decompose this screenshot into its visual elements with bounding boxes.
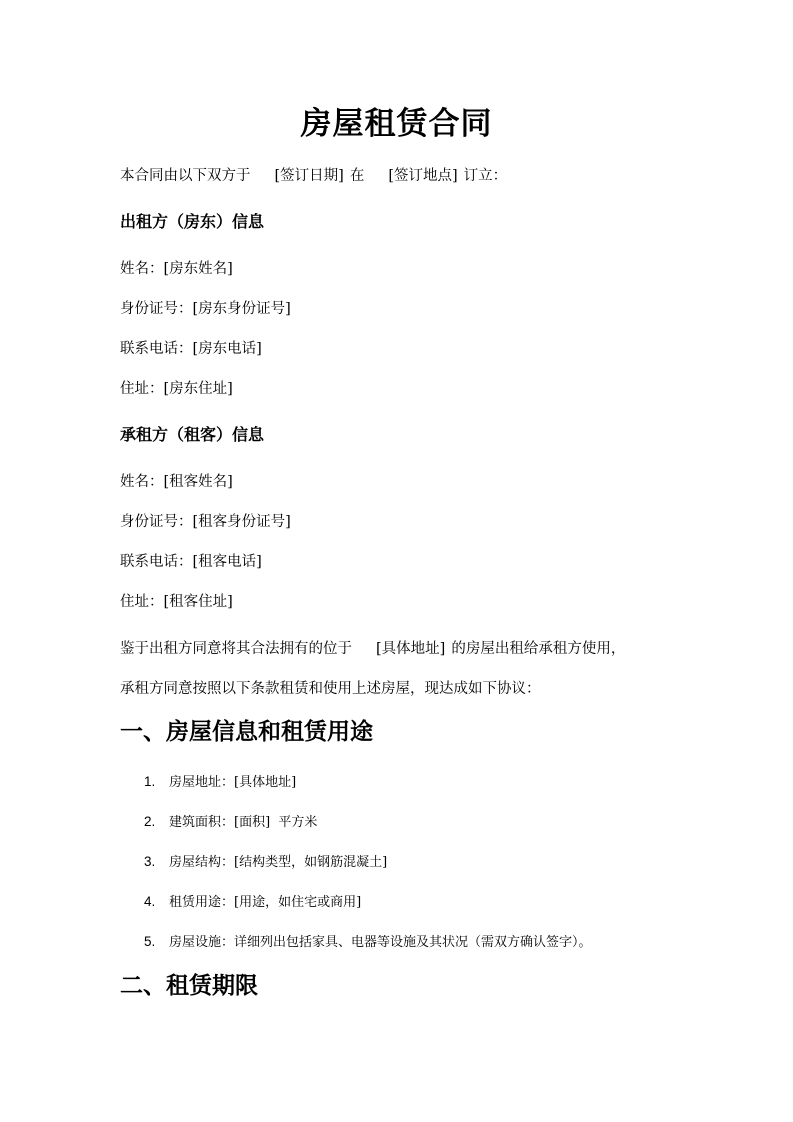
section-2-heading: 二、租赁期限 xyxy=(120,972,258,999)
intro-at: 在 xyxy=(349,168,365,184)
list-item xyxy=(144,852,387,873)
intro-sign-date: [签订日期] xyxy=(274,168,344,184)
lessor-heading: 出租方（房东）信息 xyxy=(120,212,265,231)
list-item-text: 房屋设施：详细列出包括家具、电器等设施及其状况（需双方确认签字）。 xyxy=(169,935,592,950)
list-item-text: 租赁用途：[用途，如住宅或商用] xyxy=(169,895,362,910)
lessor-phone: 联系电话：[房东电话] xyxy=(120,341,262,357)
lessee-address: 住址：[租客住址] xyxy=(120,594,233,610)
section-1-heading: 一、房屋信息和租赁用途 xyxy=(120,718,373,745)
preamble-address: [具体地址] xyxy=(376,641,446,657)
intro-line xyxy=(120,166,507,186)
list-item xyxy=(144,932,592,953)
list-item-number: 4. xyxy=(144,894,156,909)
lessee-heading: 承租方（租客）信息 xyxy=(120,425,265,444)
preamble-line-1 xyxy=(120,639,625,659)
list-item-number: 3. xyxy=(144,854,156,869)
lessee-name: 姓名：[租客姓名] xyxy=(120,474,233,490)
intro-sign-place: [签订地点] xyxy=(388,168,458,184)
list-item-number: 1. xyxy=(144,774,156,789)
list-item-text: 房屋地址：[具体地址] xyxy=(169,775,297,790)
lessor-id: 身份证号：[房东身份证号] xyxy=(120,301,291,317)
lessee-id: 身份证号：[租客身份证号] xyxy=(120,514,291,530)
list-item-text: 房屋结构：[结构类型，如钢筋混凝土] xyxy=(169,855,388,870)
intro-suffix: 订立： xyxy=(463,168,508,184)
list-item xyxy=(144,892,361,913)
preamble-prefix: 鉴于出租方同意将其合法拥有的位于 xyxy=(120,641,352,657)
lessor-address: 住址：[房东住址] xyxy=(120,381,233,397)
intro-prefix: 本合同由以下双方于 xyxy=(120,168,251,184)
preamble-suffix: 的房屋出租给承租方使用， xyxy=(451,641,626,657)
document-title: 房屋租赁合同 xyxy=(300,106,493,142)
list-item xyxy=(144,812,317,833)
lessor-name: 姓名：[房东姓名] xyxy=(120,261,233,277)
list-item-number: 2. xyxy=(144,814,156,829)
list-item xyxy=(144,772,296,793)
lessee-phone: 联系电话：[租客电话] xyxy=(120,554,262,570)
list-item-text: 建筑面积：[面积] 平方米 xyxy=(169,815,318,830)
preamble-line-2: 承租方同意按照以下条款租赁和使用上述房屋，现达成如下协议： xyxy=(120,681,541,697)
list-item-number: 5. xyxy=(144,934,156,949)
